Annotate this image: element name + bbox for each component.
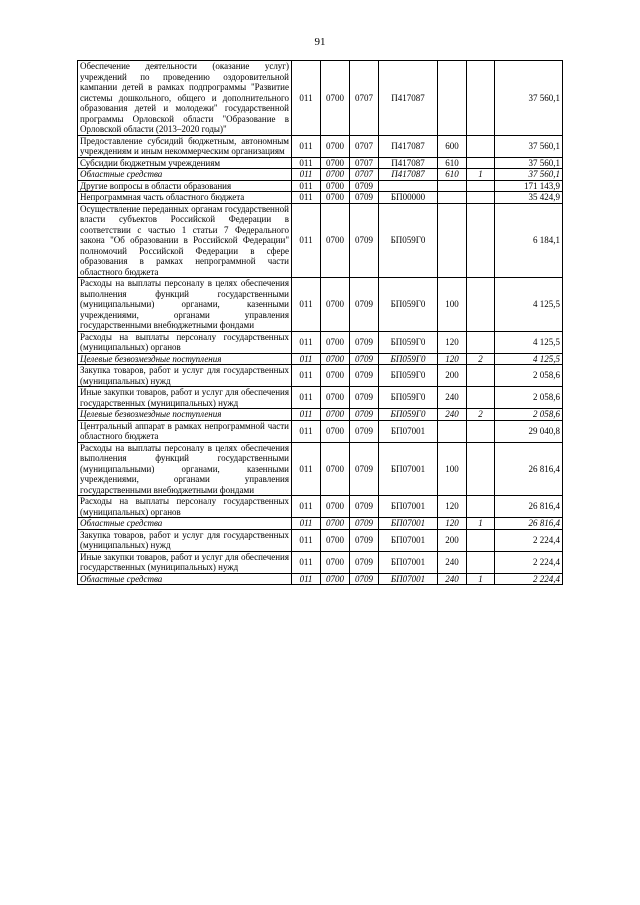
cell-target-article: П417087 — [379, 157, 438, 169]
cell-section: 0700 — [321, 387, 350, 409]
cell-subsection: 0709 — [350, 192, 379, 204]
table-row — [78, 409, 563, 421]
cell-source — [467, 387, 495, 409]
cell-target-article: БП07001 — [379, 529, 438, 551]
cell-expense-type: 100 — [438, 278, 467, 332]
cell-source — [467, 529, 495, 551]
cell-grbs: 011 — [292, 442, 321, 496]
cell-section: 0700 — [321, 203, 350, 278]
cell-name: Расходы на выплаты персоналу государственных (муниципальных) органов — [78, 331, 292, 353]
cell-section: 0700 — [321, 135, 350, 157]
cell-section: 0700 — [321, 420, 350, 442]
table-row — [78, 365, 563, 387]
table-row — [78, 180, 563, 192]
cell-target-article: БП059Г0 — [379, 365, 438, 387]
cell-target-article: БП059Г0 — [379, 278, 438, 332]
cell-grbs: 011 — [292, 135, 321, 157]
cell-source — [467, 278, 495, 332]
cell-amount: 37 560,1 — [495, 135, 563, 157]
table-row — [78, 529, 563, 551]
cell-section: 0700 — [321, 496, 350, 518]
cell-grbs: 011 — [292, 529, 321, 551]
cell-expense-type: 610 — [438, 169, 467, 181]
cell-grbs: 011 — [292, 169, 321, 181]
cell-source — [467, 442, 495, 496]
cell-expense-type: 120 — [438, 331, 467, 353]
cell-expense-type: 240 — [438, 551, 467, 573]
cell-section: 0700 — [321, 331, 350, 353]
cell-section: 0700 — [321, 442, 350, 496]
cell-amount: 37 560,1 — [495, 157, 563, 169]
cell-target-article: П417087 — [379, 135, 438, 157]
cell-grbs: 011 — [292, 518, 321, 530]
table-row — [78, 496, 563, 518]
cell-name: Областные средства — [78, 573, 292, 585]
cell-target-article: БП059Г0 — [379, 387, 438, 409]
cell-source — [467, 203, 495, 278]
cell-amount: 37 560,1 — [495, 169, 563, 181]
cell-target-article: БП059Г0 — [379, 353, 438, 365]
cell-subsection: 0709 — [350, 365, 379, 387]
cell-subsection: 0709 — [350, 420, 379, 442]
cell-amount: 26 816,4 — [495, 442, 563, 496]
cell-amount: 29 040,8 — [495, 420, 563, 442]
cell-source — [467, 551, 495, 573]
cell-amount: 171 143,9 — [495, 180, 563, 192]
cell-expense-type: 240 — [438, 573, 467, 585]
cell-section: 0700 — [321, 157, 350, 169]
cell-subsection: 0707 — [350, 157, 379, 169]
cell-name: Иные закупки товаров, работ и услуг для обеспечения государственных (муниципальных) нужд — [78, 551, 292, 573]
cell-amount: 2 224,4 — [495, 551, 563, 573]
cell-subsection: 0709 — [350, 573, 379, 585]
cell-grbs: 011 — [292, 180, 321, 192]
table-row — [78, 135, 563, 157]
cell-source — [467, 61, 495, 136]
table-row — [78, 331, 563, 353]
cell-grbs: 011 — [292, 573, 321, 585]
cell-amount: 2 058,6 — [495, 387, 563, 409]
cell-grbs: 011 — [292, 61, 321, 136]
cell-grbs: 011 — [292, 496, 321, 518]
table-row — [78, 192, 563, 204]
cell-expense-type: 240 — [438, 409, 467, 421]
cell-target-article: БП059Г0 — [379, 331, 438, 353]
cell-grbs: 011 — [292, 353, 321, 365]
cell-subsection: 0709 — [350, 529, 379, 551]
cell-expense-type — [438, 180, 467, 192]
cell-amount: 2 224,4 — [495, 573, 563, 585]
cell-target-article: БП00000 — [379, 192, 438, 204]
cell-subsection: 0709 — [350, 518, 379, 530]
cell-subsection: 0709 — [350, 180, 379, 192]
cell-target-article: БП07001 — [379, 518, 438, 530]
cell-target-article — [379, 180, 438, 192]
cell-expense-type: 200 — [438, 529, 467, 551]
cell-source: 2 — [467, 409, 495, 421]
cell-subsection: 0709 — [350, 203, 379, 278]
cell-expense-type: 200 — [438, 365, 467, 387]
cell-amount: 4 125,5 — [495, 353, 563, 365]
cell-name: Расходы на выплаты персоналу в целях обеспечения выполнения функций государственными (муниципальными) органами, казенными учреждениями, органами управления государственными внебюджетными фондами — [78, 278, 292, 332]
cell-section: 0700 — [321, 573, 350, 585]
cell-expense-type: 100 — [438, 442, 467, 496]
cell-source — [467, 496, 495, 518]
cell-grbs: 011 — [292, 420, 321, 442]
table-row — [78, 420, 563, 442]
table-body — [78, 61, 563, 585]
cell-name: Обеспечение деятельности (оказание услуг) учреждений по проведению оздоровительной кампании детей в рамках подпрограммы "Развитие системы дошкольного, общего и дополнительного образования детей и молодежи" государственной программы Орловской области "Образование в Орловской области (2013–2020 годы)" — [78, 61, 292, 136]
cell-expense-type: 120 — [438, 496, 467, 518]
cell-expense-type: 600 — [438, 135, 467, 157]
table-row — [78, 203, 563, 278]
table-row — [78, 278, 563, 332]
cell-source — [467, 331, 495, 353]
cell-grbs: 011 — [292, 409, 321, 421]
cell-amount: 2 224,4 — [495, 529, 563, 551]
cell-amount: 4 125,5 — [495, 278, 563, 332]
cell-section: 0700 — [321, 278, 350, 332]
cell-subsection: 0709 — [350, 387, 379, 409]
cell-name: Центральный аппарат в рамках непрограммной части областного бюджета — [78, 420, 292, 442]
table-row — [78, 387, 563, 409]
cell-name: Осуществление переданных органам государственной власти субъектов Российской Федерации в соответствии с частью 1 статьи 7 Федерального закона "Об образовании в Российской Федерации" полномочий Российской Федерации в сфере образования в рамках непрограммной части областного бюджета — [78, 203, 292, 278]
cell-name: Целевые безвозмездные поступления — [78, 409, 292, 421]
cell-amount: 35 424,9 — [495, 192, 563, 204]
cell-grbs: 011 — [292, 365, 321, 387]
cell-expense-type: 240 — [438, 387, 467, 409]
cell-name: Расходы на выплаты персоналу государственных (муниципальных) органов — [78, 496, 292, 518]
cell-grbs: 011 — [292, 157, 321, 169]
cell-section: 0700 — [321, 518, 350, 530]
page-number: 91 — [314, 36, 326, 48]
cell-target-article: БП07001 — [379, 496, 438, 518]
cell-subsection: 0707 — [350, 135, 379, 157]
cell-grbs: 011 — [292, 551, 321, 573]
cell-grbs: 011 — [292, 331, 321, 353]
cell-name: Другие вопросы в области образования — [78, 180, 292, 192]
cell-name: Непрограммная часть областного бюджета — [78, 192, 292, 204]
cell-name: Предоставление субсидий бюджетным, автономным учреждениям и иным некоммерческим организациям — [78, 135, 292, 157]
cell-section: 0700 — [321, 353, 350, 365]
cell-subsection: 0709 — [350, 496, 379, 518]
cell-grbs: 011 — [292, 203, 321, 278]
cell-amount: 26 816,4 — [495, 496, 563, 518]
cell-subsection: 0709 — [350, 331, 379, 353]
cell-name: Закупка товаров, работ и услуг для государственных (муниципальных) нужд — [78, 529, 292, 551]
cell-target-article: П417087 — [379, 169, 438, 181]
cell-target-article: П417087 — [379, 61, 438, 136]
cell-section: 0700 — [321, 192, 350, 204]
cell-section: 0700 — [321, 180, 350, 192]
cell-source — [467, 135, 495, 157]
budget-table — [77, 60, 563, 585]
cell-name: Областные средства — [78, 169, 292, 181]
cell-section: 0700 — [321, 529, 350, 551]
cell-subsection: 0709 — [350, 353, 379, 365]
table-row — [78, 518, 563, 530]
cell-name: Закупка товаров, работ и услуг для государственных (муниципальных) нужд — [78, 365, 292, 387]
cell-source: 2 — [467, 353, 495, 365]
cell-section: 0700 — [321, 551, 350, 573]
cell-section: 0700 — [321, 169, 350, 181]
cell-target-article: БП059Г0 — [379, 203, 438, 278]
cell-section: 0700 — [321, 409, 350, 421]
cell-name: Областные средства — [78, 518, 292, 530]
cell-subsection: 0707 — [350, 169, 379, 181]
cell-source: 1 — [467, 573, 495, 585]
cell-amount: 2 058,6 — [495, 409, 563, 421]
table-row — [78, 169, 563, 181]
table-row — [78, 551, 563, 573]
cell-grbs: 011 — [292, 387, 321, 409]
cell-amount: 37 560,1 — [495, 61, 563, 136]
cell-target-article: БП059Г0 — [379, 409, 438, 421]
cell-source — [467, 180, 495, 192]
cell-expense-type: 120 — [438, 353, 467, 365]
cell-expense-type — [438, 192, 467, 204]
cell-grbs: 011 — [292, 278, 321, 332]
cell-grbs: 011 — [292, 192, 321, 204]
cell-section: 0700 — [321, 61, 350, 136]
cell-source — [467, 420, 495, 442]
table-row — [78, 61, 563, 136]
cell-expense-type — [438, 420, 467, 442]
cell-subsection: 0709 — [350, 442, 379, 496]
cell-source — [467, 157, 495, 169]
cell-section: 0700 — [321, 365, 350, 387]
cell-name: Субсидии бюджетным учреждениям — [78, 157, 292, 169]
cell-target-article: БП07001 — [379, 551, 438, 573]
cell-subsection: 0709 — [350, 278, 379, 332]
cell-source — [467, 365, 495, 387]
cell-source: 1 — [467, 518, 495, 530]
cell-expense-type — [438, 203, 467, 278]
cell-amount: 4 125,5 — [495, 331, 563, 353]
cell-amount: 2 058,6 — [495, 365, 563, 387]
cell-expense-type: 610 — [438, 157, 467, 169]
cell-name: Иные закупки товаров, работ и услуг для обеспечения государственных (муниципальных) нужд — [78, 387, 292, 409]
cell-target-article: БП07001 — [379, 420, 438, 442]
cell-amount: 26 816,4 — [495, 518, 563, 530]
cell-subsection: 0709 — [350, 551, 379, 573]
table-row — [78, 442, 563, 496]
cell-target-article: БП07001 — [379, 573, 438, 585]
cell-expense-type — [438, 61, 467, 136]
cell-name: Расходы на выплаты персоналу в целях обеспечения выполнения функций государственными (муниципальными) органами, казенными учреждениями, органами управления государственными внебюджетными фондами — [78, 442, 292, 496]
cell-subsection: 0709 — [350, 409, 379, 421]
cell-target-article: БП07001 — [379, 442, 438, 496]
cell-name: Целевые безвозмездные поступления — [78, 353, 292, 365]
cell-amount: 6 184,1 — [495, 203, 563, 278]
cell-source: 1 — [467, 169, 495, 181]
cell-source — [467, 192, 495, 204]
cell-expense-type: 120 — [438, 518, 467, 530]
table-row — [78, 157, 563, 169]
cell-subsection: 0707 — [350, 61, 379, 136]
table-row — [78, 353, 563, 365]
table-row — [78, 573, 563, 585]
